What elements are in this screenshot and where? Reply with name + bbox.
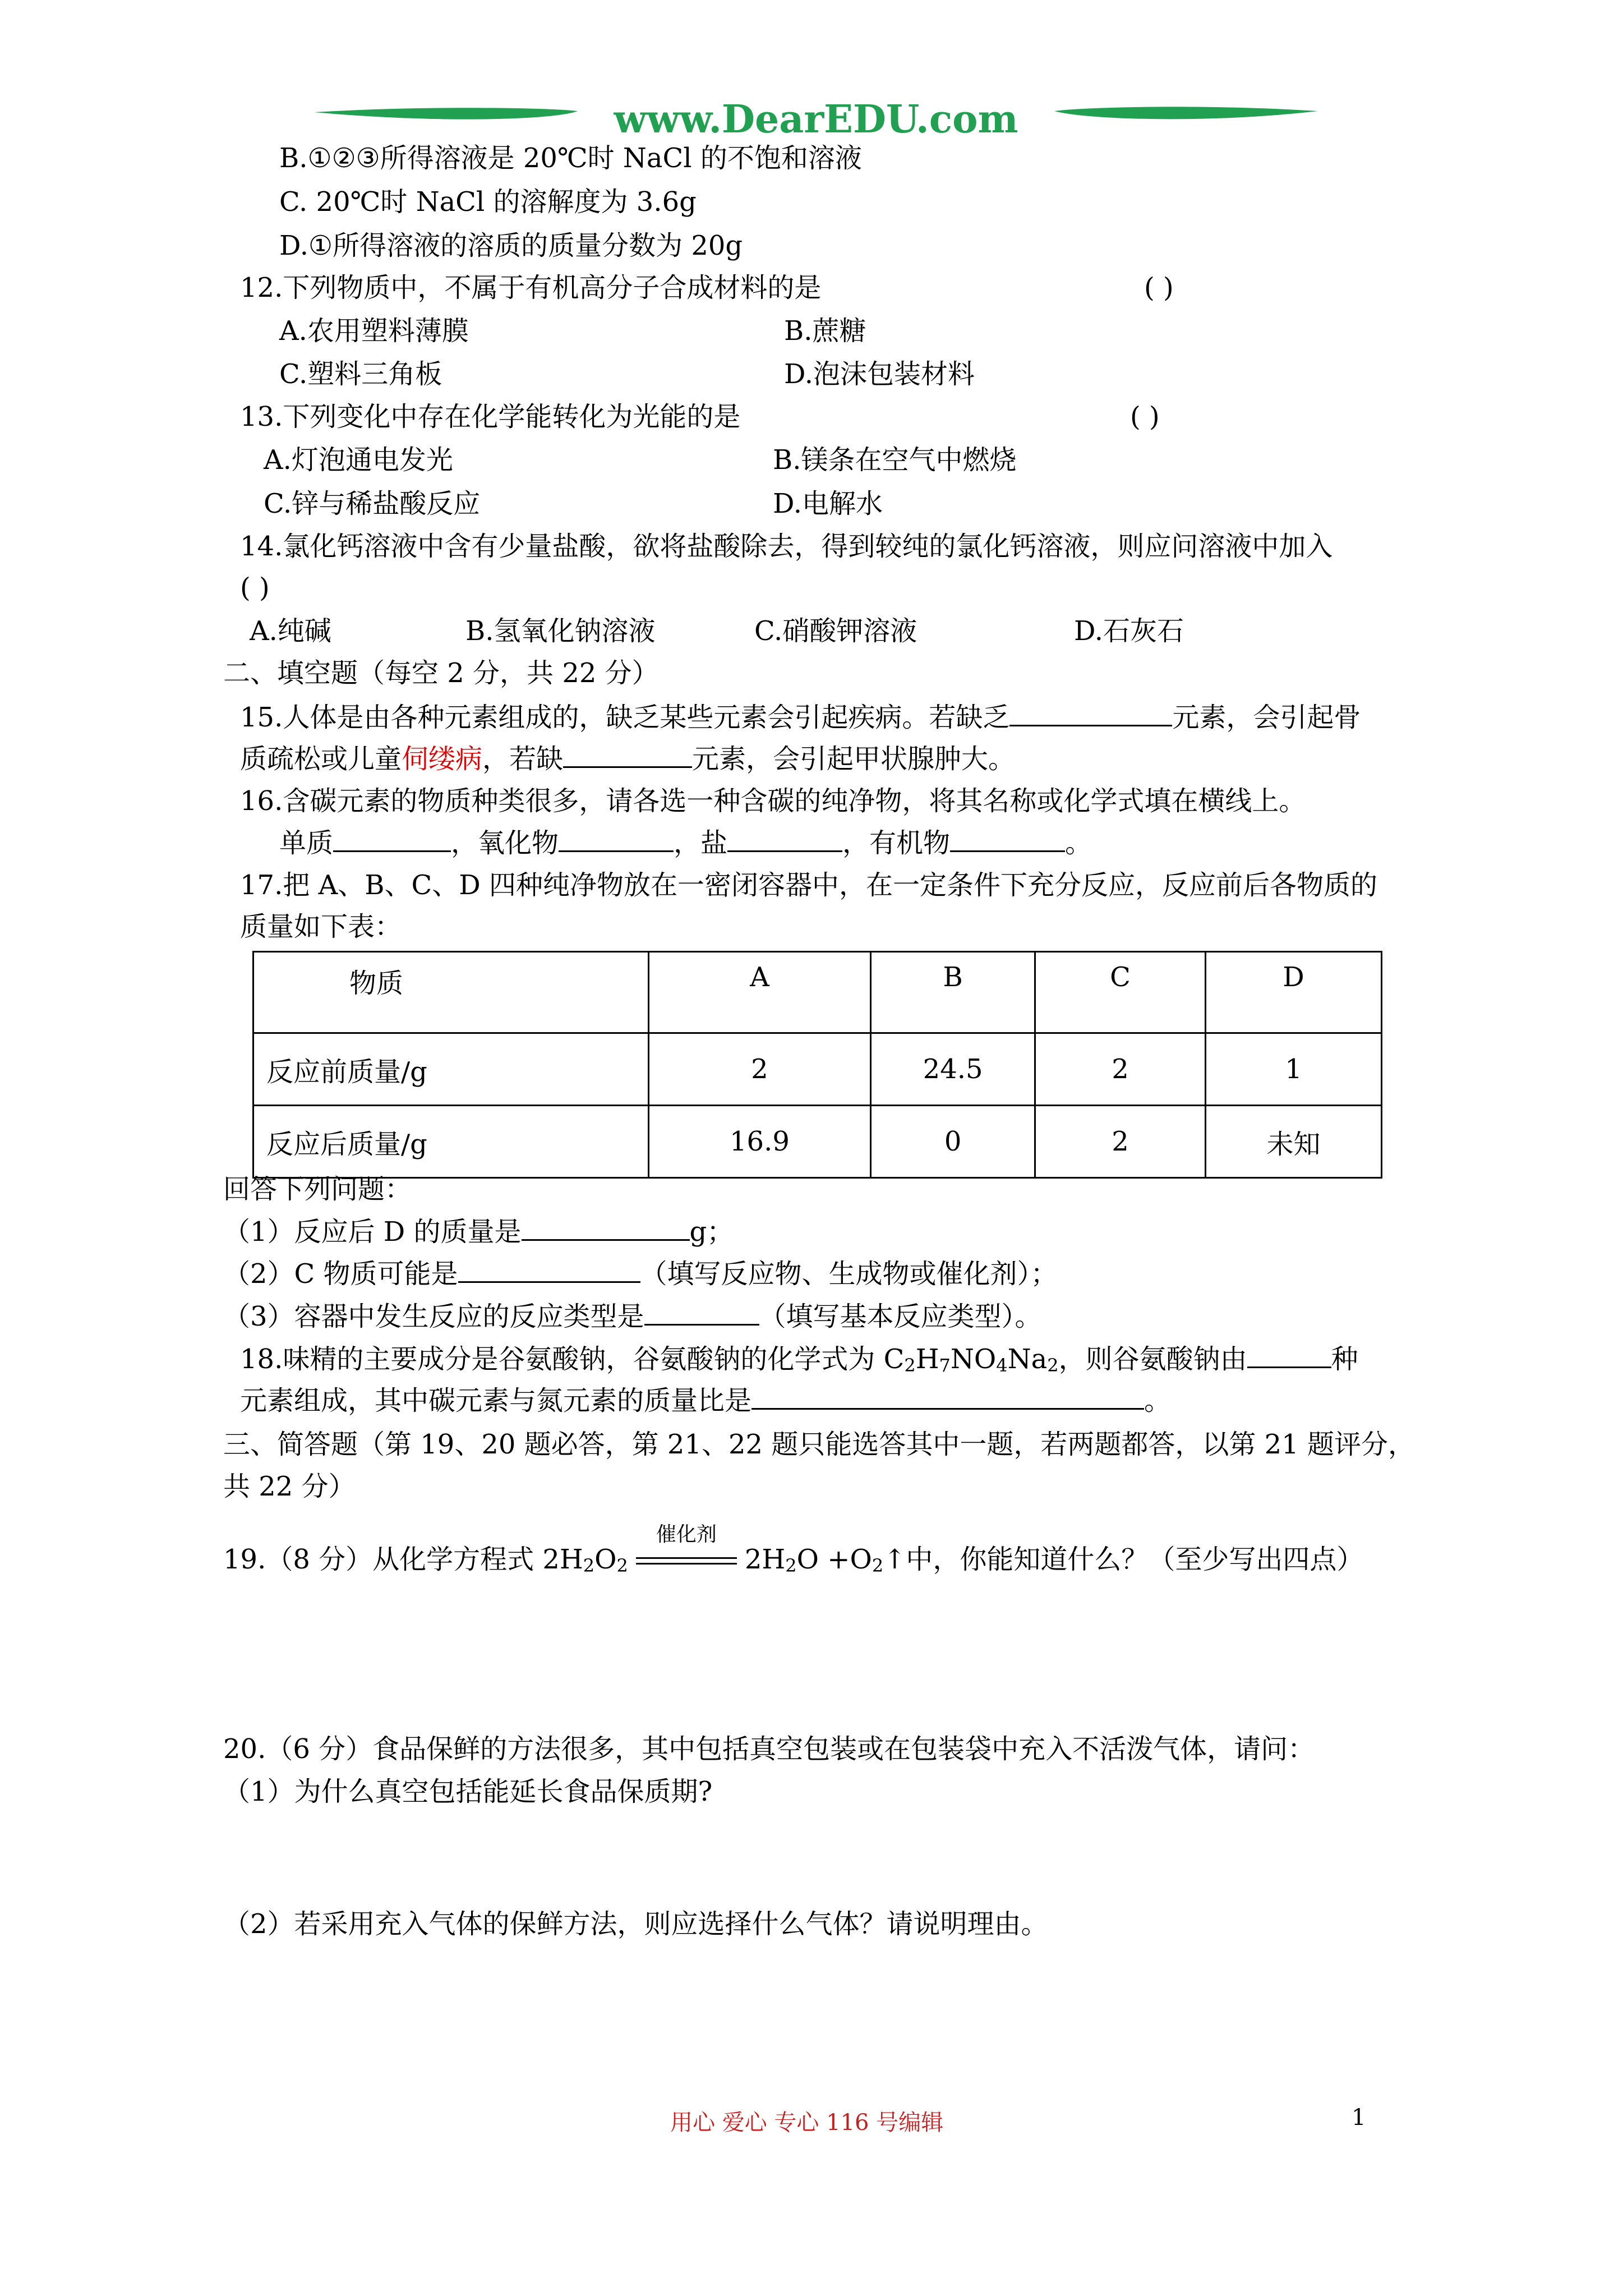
q15-line-2 [240,742,1015,776]
mass-table [252,951,1382,1179]
q20-sub-1: （1）为什么真空包括能延长食品保质期? [223,1776,713,1807]
q13-text: 13.下列变化中存在化学能转化为光能的是 [240,401,741,432]
q12-option-d: D.泡沫包装材料 [784,358,975,390]
q16-word-2: ，氧化物 [451,827,559,859]
q14-option-b: B.氢氧化钠溶液 [465,615,656,647]
q17-sub-1 [223,1214,734,1249]
q20-text: 20.（6 分）食品保鲜的方法很多，其中包括真空包装或在包装袋中充入不活泼气体，请问： [223,1733,1315,1765]
q16-word-1: 单质 [279,827,334,859]
equation-arrow [636,1523,737,1576]
q13-option-a: A.灯泡通电发光 [264,444,453,476]
table-row [253,1033,1382,1106]
q18-text-c: 种 [1331,1343,1358,1375]
q12-option-b: B.蔗糖 [784,315,866,347]
q15-blank-2[interactable] [563,742,692,768]
equation-line-top [636,1557,737,1559]
q17-text-2: 质量如下表： [240,911,402,942]
q13-option-c: C.锌与稀盐酸反应 [264,488,481,519]
q15-text-a: 15.人体是由各种元素组成的，缺乏某些元素会引起疾病。若缺乏 [240,702,1010,733]
table-cell: 1 [1205,1033,1381,1106]
q19-text-c: O +O [796,1544,872,1575]
q12-option-a: A.农用塑料薄膜 [279,315,469,347]
q13-option-d: D.电解水 [773,488,883,519]
q19-sub-3: 2 [785,1555,797,1576]
q14-option-a: A.纯碱 [250,615,331,647]
site-title: www.DearEDU.com [614,100,1018,142]
q18-blank-1[interactable] [1247,1342,1331,1368]
q15-text-e: 元素，会引起甲状腺肿大。 [692,743,1016,775]
table-cell: 2 [1035,1106,1206,1178]
q17-sub-2-text-a: （2）C 物质可能是 [223,1258,458,1290]
q15-highlight: 伺缕病 [402,743,483,775]
q18-sub-3: 4 [996,1355,1008,1376]
q19-sub-4: 2 [872,1555,884,1576]
q14-text: 14.氯化钙溶液中含有少量盐酸，欲将盐酸除去，得到较纯的氯化钙溶液，则应问溶液中加入 [240,531,1333,562]
table-cell: 反应前质量/g [253,1033,649,1106]
q13-option-b: B.镁条在空气中燃烧 [773,444,1017,476]
q18-text-e: 。 [1144,1385,1172,1416]
q11-option-d: D.①所得溶液的溶质的质量分数为 20g [279,230,743,261]
section-3-heading-1: 三、简答题（第 19、20 题必答，第 21、22 题只能选答其中一题，若两题都答，以第 21 题评分， [223,1429,1415,1460]
equation-line-bottom [636,1563,737,1565]
table-cell: 16.9 [648,1106,870,1178]
table-header-cell: D [1205,952,1381,1033]
table-cell: 0 [871,1106,1035,1178]
q19-formula-o: O [594,1544,617,1575]
q14-option-c: C.硝酸钾溶液 [754,615,917,647]
q15-line-1 [240,700,1361,734]
q16-text: 16.含碳元素的物质种类很多，请各选一种含碳的纯净物，将其名称或化学式填在横线上。 [240,785,1306,817]
q18-formula-h: H [915,1343,939,1375]
q18-sub-4: 2 [1047,1355,1059,1376]
q17-sub-1-text-b: g； [689,1216,734,1248]
table-cell: 反应后质量/g [253,1106,649,1178]
q18-text-b: ，则谷氨酸钠由 [1058,1343,1247,1375]
q12-option-c: C.塑料三角板 [279,358,442,390]
q17-sub-2 [223,1257,1058,1291]
q17-sub-1-text-a: （1）反应后 D 的质量是 [223,1216,522,1248]
q16-blank-2[interactable] [559,826,674,852]
q19-sub-1: 2 [583,1555,595,1576]
q11-option-b: B.①②③所得溶液是 20℃时 NaCl 的不饱和溶液 [279,142,862,174]
q20-sub-2: （2）若采用充入气体的保鲜方法，则应选择什么气体？请说明理由。 [223,1908,1048,1940]
q18-sub-2: 7 [939,1355,951,1376]
q16-word-4: ，有机物 [842,827,951,859]
q14-option-d: D.石灰石 [1074,615,1184,647]
q17-sub-3-text-b: （填写基本反应类型）。 [759,1301,1042,1332]
page-number: 1 [1352,2105,1366,2131]
table-cell: 2 [1035,1033,1206,1106]
q19-text-d: ↑中，你能知道什么？（至少写出四点） [883,1544,1364,1575]
table-cell: 24.5 [871,1033,1035,1106]
q17-blank-3[interactable] [644,1299,759,1326]
q17-sub-2-text-b: （填写反应物、生成物或催化剂）； [640,1258,1058,1290]
q19-sub-2: 2 [616,1555,628,1576]
q18-blank-2[interactable] [751,1383,1144,1410]
q11-option-c: C. 20℃时 NaCl 的溶解度为 3.6g [279,186,697,218]
q15-text-c: 质疏松或儿童 [240,743,402,775]
q18-sub-1: 2 [904,1355,916,1376]
q15-blank-1[interactable] [1009,700,1172,726]
q17-sub-3-text-a: （3）容器中发生反应的反应类型是 [223,1301,644,1332]
table-header-cell: A [648,952,870,1033]
q12-text: 12.下列物质中，不属于有机高分子合成材料的是 [240,272,822,303]
table-header-cell: C [1035,952,1206,1033]
q16-blank-1[interactable] [333,826,451,852]
table-cell: 2 [648,1033,870,1106]
q16-blanks-line [279,826,1092,860]
answer-prompt: 回答下列问题： [223,1174,412,1205]
q18-formula-na: Na [1007,1343,1048,1375]
q17-text-1: 17.把 A、B、C、D 四种纯净物放在一密闭容器中，在一定条件下充分反应，反应前后各物质的 [240,869,1378,901]
q19-line [223,1523,1364,1576]
q19-text-a: 19.（8 分）从化学方程式 2H [223,1544,583,1575]
table-header-row [253,952,1382,1033]
q16-word-3: ，盐 [674,827,728,859]
q15-text-b: 元素，会引起骨 [1172,702,1361,733]
table-row [253,1106,1382,1178]
footer-text: 用心 爱心 专心 116 号编辑 [670,2110,944,2136]
q12-answer-paren: ( ) [1144,272,1174,303]
catalyst-label: 催化剂 [656,1523,717,1546]
q16-blank-3[interactable] [727,826,842,852]
q17-blank-1[interactable] [522,1214,690,1241]
q17-blank-2[interactable] [458,1257,640,1283]
q18-line-2 [240,1383,1171,1418]
q18-line-1 [240,1342,1358,1376]
q16-word-5: 。 [1065,827,1092,859]
q18-text-a: 18.味精的主要成分是谷氨酸钠，谷氨酸钠的化学式为 C [240,1343,905,1375]
q13-answer-paren: ( ) [1130,401,1160,432]
q17-sub-3 [223,1299,1042,1333]
q15-text-d: ，若缺 [482,743,564,775]
q18-text-d: 元素组成，其中碳元素与氮元素的质量比是 [240,1385,752,1416]
q18-formula-no: NO [950,1343,997,1375]
q19-text-b: 2H [744,1544,786,1575]
section-2-heading: 二、填空题（每空 2 分，共 22 分） [223,657,659,689]
table-header-cell: 物质 [253,952,649,1033]
table-cell: 未知 [1205,1106,1381,1178]
section-3-heading-2: 共 22 分） [223,1471,356,1502]
q14-answer-paren: ( ) [240,572,270,604]
q16-blank-4[interactable] [950,826,1065,852]
table-header-cell: B [871,952,1035,1033]
